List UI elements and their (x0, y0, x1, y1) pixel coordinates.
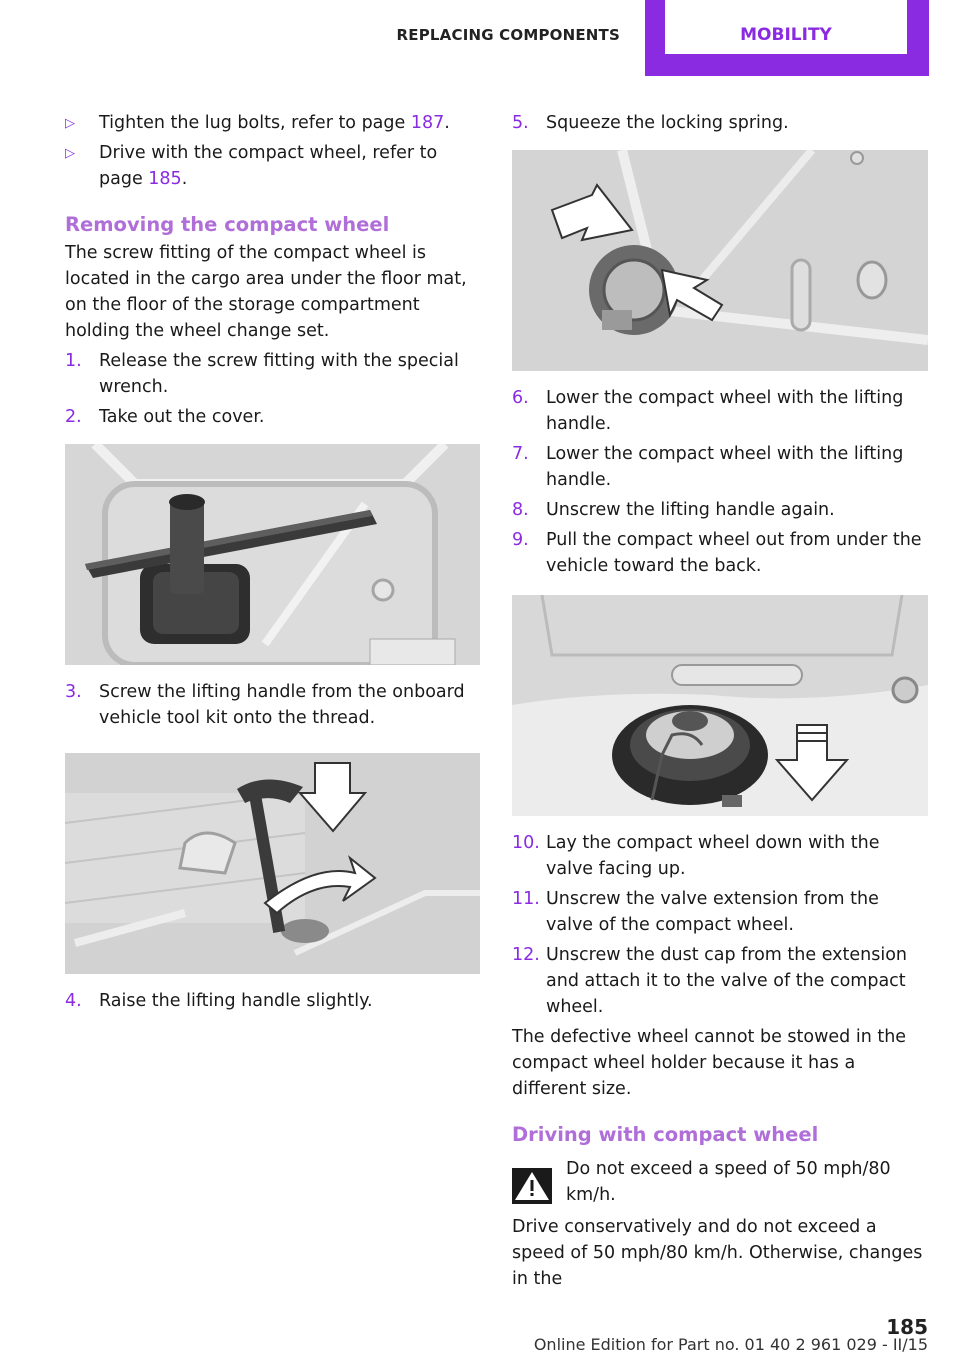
step-text: Take out the cover. (99, 407, 265, 427)
paragraph: The defective wheel cannot be stowed in the compact wheel holder because it has a different size. (512, 1027, 907, 1099)
step-number: 9. (512, 530, 529, 550)
triangle-bullet-icon: ▷ (65, 116, 75, 131)
bullet-item: ▷ Drive with the compact wheel, refer to page 185. (65, 143, 438, 189)
step-item (512, 497, 928, 523)
step-number: 6. (512, 388, 529, 408)
step-text: Squeeze the locking spring. (546, 113, 789, 133)
step-number: 1. (65, 351, 82, 371)
step-number: 10. (512, 833, 540, 853)
step-text: Lay the compact wheel down with the valve facing up. (546, 833, 880, 879)
step-text: Screw the lifting handle from the onboard vehicle tool kit onto the thread. (99, 682, 465, 728)
step-item (512, 830, 928, 882)
step-number: 12. (512, 945, 540, 965)
section-heading: Removing the compact wheel (65, 213, 390, 236)
step-text: Unscrew the dust cap from the extension and attach it to the valve of the compact wheel. (546, 945, 908, 1017)
step-number: 2. (65, 407, 82, 427)
step-item (512, 527, 928, 579)
header-tab-label: MOBILITY (665, 0, 907, 54)
step-text: Lower the compact wheel with the lifting handle. (546, 444, 904, 490)
step-number: 3. (65, 682, 82, 702)
step-item (512, 110, 928, 136)
page-link[interactable]: 185 (148, 169, 182, 189)
triangle-bullet-icon: ▷ (65, 146, 75, 161)
header-section-title: REPLACING COMPONENTS (396, 26, 620, 44)
step-number: 5. (512, 113, 529, 133)
step-item (512, 441, 928, 493)
page-link[interactable]: 187 (410, 113, 445, 133)
step-item (512, 942, 928, 1020)
step-item (65, 679, 480, 731)
page-number: 185 (886, 1315, 928, 1339)
step-text: Raise the lifting handle slightly. (99, 991, 373, 1011)
step-text: Lower the compact wheel with the lifting handle. (546, 388, 904, 434)
step-text: Unscrew the lifting handle again. (546, 500, 835, 520)
warning-block (512, 1156, 928, 1208)
step-text: Unscrew the valve extension from the valve of the compact wheel. (546, 889, 879, 935)
right-column (512, 110, 928, 1296)
paragraph: The screw fitting of the compact wheel is located in the cargo area under the floor mat, on the floor of the storage compartment holding the wheel change set. (65, 243, 467, 341)
left-column (65, 110, 480, 1018)
wheel-removal-illustration (512, 595, 928, 816)
step-number: 8. (512, 500, 529, 520)
step-number: 11. (512, 889, 540, 909)
warning-icon (512, 1168, 552, 1204)
header-tab (645, 0, 929, 76)
step-item (512, 886, 928, 938)
step-item (512, 385, 928, 437)
cover-wrench-illustration (65, 444, 480, 665)
step-item (65, 348, 480, 400)
locking-spring-illustration (512, 150, 928, 371)
footer-edition: Online Edition for Part no. 01 40 2 961 029 - II/15 (533, 1335, 928, 1354)
step-text: Release the screw fitting with the special wrench. (99, 351, 459, 397)
bullet-item: ▷ Tighten the lug bolts, refer to page 187. (65, 110, 480, 136)
step-number: 4. (65, 991, 82, 1011)
section-heading: Driving with compact wheel (512, 1123, 819, 1146)
step-text: Pull the compact wheel out from under the vehicle toward the back. (546, 530, 922, 576)
step-number: 7. (512, 444, 529, 464)
step-item (65, 404, 480, 430)
step-item (65, 988, 480, 1014)
paragraph: Drive conservatively and do not exceed a speed of 50 mph/80 km/h. Otherwise, changes in the (512, 1217, 923, 1289)
warning-text: Do not exceed a speed of 50 mph/80 km/h. (566, 1159, 891, 1205)
lifting-handle-illustration (65, 753, 480, 974)
